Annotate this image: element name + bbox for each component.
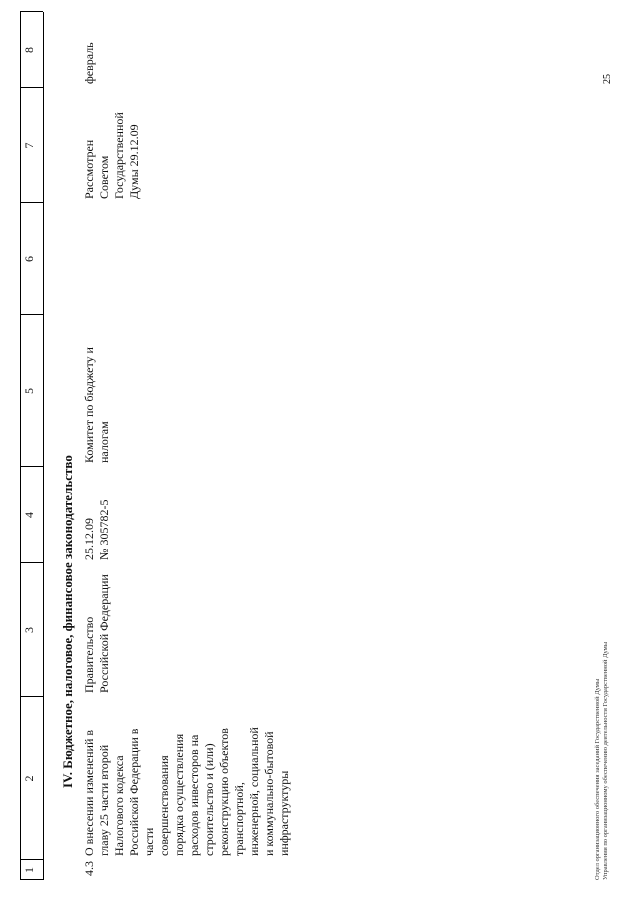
column-number: 1 [22, 867, 36, 873]
column-number: 4 [22, 512, 36, 518]
table-top-border [20, 12, 21, 880]
column-number: 7 [22, 142, 36, 149]
table-header-bottom-border [43, 12, 44, 880]
column-number: 5 [22, 388, 36, 394]
footer [594, 520, 610, 880]
bill-status: Рассмотрен Советом Государственной Думы 29.12.09 [82, 112, 141, 199]
planned-month: февраль [82, 42, 96, 84]
bill-title: О внесении изменений в главу 25 части второй Налогового кодекса Российской Федерации в части совершенствования порядка осуществления расходов инвесторов на строительство и (или) реконструкцию объектов транспортной, инженерной, социальной и коммунально-бытовой инфраструктуры [82, 727, 291, 856]
footer-line: Управления по организационному обеспечению деятельности Государственной Думы [602, 641, 609, 880]
footer-line: Отдел организационного обеспечения заседаний Государственной Думы [594, 678, 601, 880]
column-number: 6 [22, 256, 36, 262]
bill-date-number: 25.12.09 № 305782-5 [82, 499, 111, 560]
column-number: 3 [22, 627, 36, 633]
responsible-committee: Комитет по бюджету и налогам [82, 347, 111, 463]
row-number: 4.3 [82, 861, 96, 876]
section-title: IV. Бюджетное, налоговое, финансовое законодательство [60, 455, 75, 788]
column-number: 8 [22, 47, 36, 53]
page-number: 25 [602, 74, 613, 84]
column-number: 2 [22, 775, 36, 782]
bill-author: Правительство Российской Федерации [82, 574, 111, 693]
